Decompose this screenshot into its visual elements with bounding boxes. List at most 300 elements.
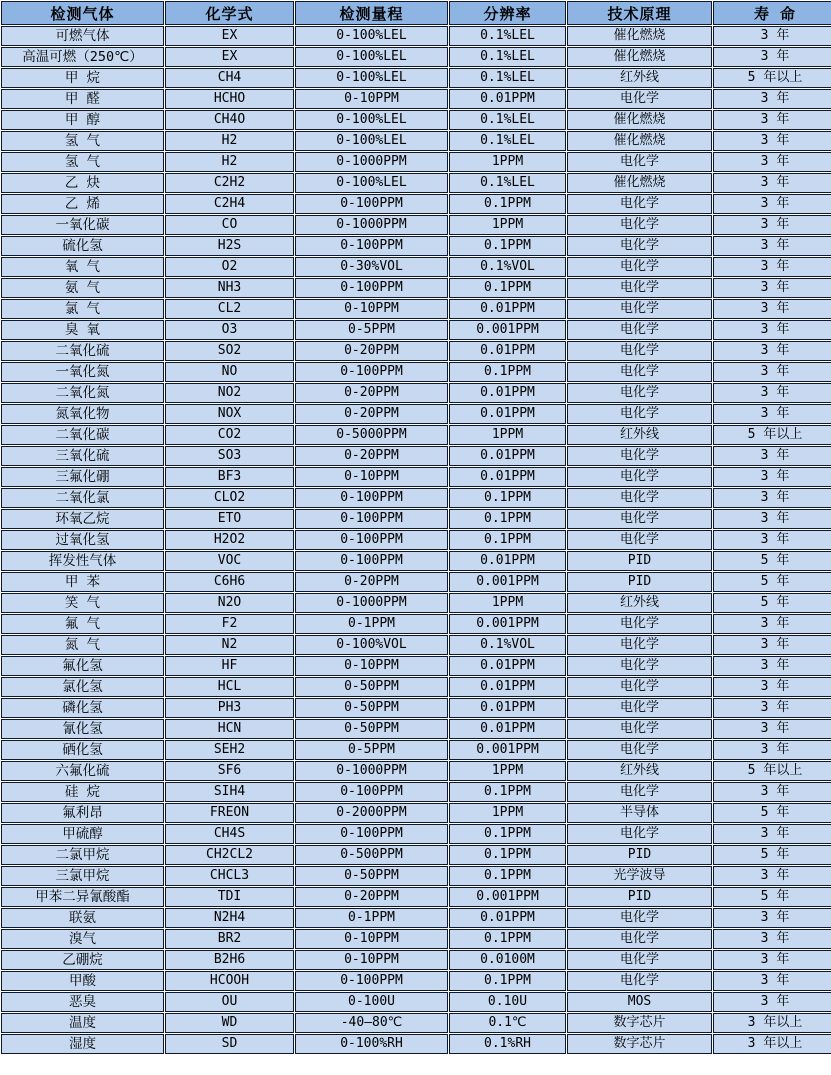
cell-formula: SEH2 xyxy=(165,740,294,760)
cell-formula: C2H2 xyxy=(165,173,294,193)
cell-principle: 电化学 xyxy=(567,740,712,760)
cell-lifespan: 3 年 xyxy=(713,824,831,844)
cell-principle: 红外线 xyxy=(567,593,712,613)
cell-lifespan: 3 年 xyxy=(713,656,831,676)
cell-principle: 电化学 xyxy=(567,467,712,487)
cell-formula: CH4S xyxy=(165,824,294,844)
cell-resolution: 0.001PPM xyxy=(449,320,566,340)
cell-principle: 红外线 xyxy=(567,425,712,445)
cell-formula: CO xyxy=(165,215,294,235)
cell-resolution: 0.01PPM xyxy=(449,383,566,403)
cell-resolution: 0.001PPM xyxy=(449,572,566,592)
cell-formula: CO2 xyxy=(165,425,294,445)
cell-gas-name: 环氧乙烷 xyxy=(1,509,164,529)
table-row xyxy=(1,1013,831,1033)
cell-gas-name: 二氧化硫 xyxy=(1,341,164,361)
table-row xyxy=(1,68,831,88)
cell-principle: 电化学 xyxy=(567,215,712,235)
table-row xyxy=(1,572,831,592)
cell-resolution: 0.1%VOL xyxy=(449,257,566,277)
table-row xyxy=(1,929,831,949)
cell-gas-name: 磷化氢 xyxy=(1,698,164,718)
cell-lifespan: 5 年 xyxy=(713,803,831,823)
cell-lifespan: 3 年 xyxy=(713,614,831,634)
cell-lifespan: 3 年 xyxy=(713,320,831,340)
table-row xyxy=(1,992,831,1012)
cell-lifespan: 3 年 xyxy=(713,215,831,235)
cell-resolution: 0.1PPM xyxy=(449,971,566,991)
cell-gas-name: 一氧化碳 xyxy=(1,215,164,235)
cell-formula: CL2 xyxy=(165,299,294,319)
cell-lifespan: 3 年 xyxy=(713,635,831,655)
cell-formula: NH3 xyxy=(165,278,294,298)
table-row xyxy=(1,1034,831,1054)
table-row xyxy=(1,299,831,319)
cell-resolution: 0.001PPM xyxy=(449,740,566,760)
cell-principle: 电化学 xyxy=(567,698,712,718)
cell-lifespan: 5 年以上 xyxy=(713,425,831,445)
cell-principle: 电化学 xyxy=(567,614,712,634)
cell-resolution: 0.1%LEL xyxy=(449,68,566,88)
cell-lifespan: 3 年 xyxy=(713,740,831,760)
cell-resolution: 0.01PPM xyxy=(449,677,566,697)
cell-resolution: 0.01PPM xyxy=(449,719,566,739)
cell-resolution: 0.1PPM xyxy=(449,194,566,214)
cell-resolution: 0.1PPM xyxy=(449,929,566,949)
cell-formula: CH4O xyxy=(165,110,294,130)
cell-formula: FREON xyxy=(165,803,294,823)
cell-gas-name: 硒化氢 xyxy=(1,740,164,760)
cell-range: 0-100U xyxy=(295,992,448,1012)
cell-formula: HCHO xyxy=(165,89,294,109)
cell-formula: NO xyxy=(165,362,294,382)
cell-principle: 电化学 xyxy=(567,656,712,676)
cell-lifespan: 3 年 xyxy=(713,152,831,172)
column-header-principle: 技术原理 xyxy=(567,1,712,25)
cell-formula: CHCL3 xyxy=(165,866,294,886)
table-row xyxy=(1,509,831,529)
cell-formula: EX xyxy=(165,26,294,46)
cell-range: 0-1000PPM xyxy=(295,152,448,172)
cell-lifespan: 5 年 xyxy=(713,845,831,865)
cell-lifespan: 3 年 xyxy=(713,131,831,151)
column-header-gas: 检测气体 xyxy=(1,1,164,25)
cell-principle: 电化学 xyxy=(567,278,712,298)
cell-resolution: 0.001PPM xyxy=(449,614,566,634)
cell-principle: 光学波导 xyxy=(567,866,712,886)
cell-range: 0-50PPM xyxy=(295,698,448,718)
table-row xyxy=(1,236,831,256)
cell-gas-name: 氮氧化物 xyxy=(1,404,164,424)
cell-range: 0-20PPM xyxy=(295,383,448,403)
cell-gas-name: 氟利昂 xyxy=(1,803,164,823)
cell-gas-name: 甲 醛 xyxy=(1,89,164,109)
table-row xyxy=(1,47,831,67)
cell-principle: 数字芯片 xyxy=(567,1013,712,1033)
cell-lifespan: 3 年 xyxy=(713,908,831,928)
cell-gas-name: 恶臭 xyxy=(1,992,164,1012)
column-header-resolution: 分辨率 xyxy=(449,1,566,25)
cell-resolution: 0.1%VOL xyxy=(449,635,566,655)
cell-principle: 催化燃烧 xyxy=(567,26,712,46)
cell-range: 0-1PPM xyxy=(295,614,448,634)
cell-lifespan: 3 年 xyxy=(713,341,831,361)
cell-lifespan: 3 年 xyxy=(713,47,831,67)
cell-formula: O3 xyxy=(165,320,294,340)
table-row xyxy=(1,341,831,361)
cell-gas-name: 湿度 xyxy=(1,1034,164,1054)
cell-gas-name: 笑 气 xyxy=(1,593,164,613)
cell-gas-name: 甲 苯 xyxy=(1,572,164,592)
cell-formula: HCN xyxy=(165,719,294,739)
table-row xyxy=(1,446,831,466)
column-header-lifespan: 寿 命 xyxy=(713,1,831,25)
cell-formula: CLO2 xyxy=(165,488,294,508)
cell-range: 0-50PPM xyxy=(295,866,448,886)
cell-gas-name: 二氯甲烷 xyxy=(1,845,164,865)
cell-lifespan: 3 年 xyxy=(713,467,831,487)
cell-lifespan: 3 年 xyxy=(713,278,831,298)
cell-lifespan: 3 年 xyxy=(713,257,831,277)
cell-principle: PID xyxy=(567,887,712,907)
cell-formula: WD xyxy=(165,1013,294,1033)
cell-formula: CH2CL2 xyxy=(165,845,294,865)
cell-principle: 电化学 xyxy=(567,299,712,319)
cell-lifespan: 3 年 xyxy=(713,698,831,718)
cell-resolution: 0.01PPM xyxy=(449,404,566,424)
cell-formula: N2 xyxy=(165,635,294,655)
cell-gas-name: 二氧化氯 xyxy=(1,488,164,508)
cell-range: 0-2000PPM xyxy=(295,803,448,823)
table-row xyxy=(1,719,831,739)
cell-gas-name: 甲苯二异氰酸酯 xyxy=(1,887,164,907)
cell-principle: 电化学 xyxy=(567,362,712,382)
table-row xyxy=(1,656,831,676)
cell-range: 0-100PPM xyxy=(295,551,448,571)
cell-resolution: 0.1PPM xyxy=(449,362,566,382)
cell-gas-name: 乙 炔 xyxy=(1,173,164,193)
cell-gas-name: 二氧化碳 xyxy=(1,425,164,445)
cell-lifespan: 3 年 xyxy=(713,173,831,193)
cell-range: 0-100%LEL xyxy=(295,110,448,130)
cell-formula: OU xyxy=(165,992,294,1012)
table-row xyxy=(1,908,831,928)
cell-formula: HF xyxy=(165,656,294,676)
cell-resolution: 1PPM xyxy=(449,152,566,172)
cell-lifespan: 3 年 xyxy=(713,362,831,382)
table-row xyxy=(1,215,831,235)
cell-principle: 催化燃烧 xyxy=(567,173,712,193)
cell-range: 0-100PPM xyxy=(295,782,448,802)
cell-formula: SIH4 xyxy=(165,782,294,802)
cell-gas-name: 三氟化硼 xyxy=(1,467,164,487)
cell-formula: SO2 xyxy=(165,341,294,361)
cell-resolution: 0.1PPM xyxy=(449,845,566,865)
cell-range: 0-100PPM xyxy=(295,488,448,508)
cell-range: 0-5PPM xyxy=(295,320,448,340)
cell-principle: 电化学 xyxy=(567,677,712,697)
cell-lifespan: 3 年 xyxy=(713,530,831,550)
cell-principle: 电化学 xyxy=(567,236,712,256)
cell-lifespan: 5 年 xyxy=(713,887,831,907)
cell-principle: 电化学 xyxy=(567,509,712,529)
table-row xyxy=(1,803,831,823)
cell-resolution: 0.1PPM xyxy=(449,278,566,298)
cell-gas-name: 三氧化硫 xyxy=(1,446,164,466)
cell-formula: CH4 xyxy=(165,68,294,88)
cell-principle: 电化学 xyxy=(567,908,712,928)
table-row xyxy=(1,278,831,298)
cell-gas-name: 三氯甲烷 xyxy=(1,866,164,886)
cell-resolution: 0.1%LEL xyxy=(449,131,566,151)
table-row xyxy=(1,824,831,844)
cell-formula: HCL xyxy=(165,677,294,697)
table-row xyxy=(1,467,831,487)
cell-formula: SF6 xyxy=(165,761,294,781)
table-row xyxy=(1,887,831,907)
cell-range: 0-100PPM xyxy=(295,194,448,214)
cell-formula: F2 xyxy=(165,614,294,634)
table-row xyxy=(1,782,831,802)
cell-principle: 电化学 xyxy=(567,488,712,508)
cell-range: 0-10PPM xyxy=(295,950,448,970)
cell-resolution: 1PPM xyxy=(449,593,566,613)
cell-formula: PH3 xyxy=(165,698,294,718)
cell-resolution: 0.1℃ xyxy=(449,1013,566,1033)
cell-formula: C2H4 xyxy=(165,194,294,214)
cell-formula: TDI xyxy=(165,887,294,907)
table-row xyxy=(1,383,831,403)
table-row xyxy=(1,635,831,655)
cell-resolution: 0.01PPM xyxy=(449,551,566,571)
cell-range: 0-5PPM xyxy=(295,740,448,760)
cell-range: 0-100%VOL xyxy=(295,635,448,655)
cell-lifespan: 3 年 xyxy=(713,488,831,508)
cell-resolution: 0.1%LEL xyxy=(449,173,566,193)
cell-formula: N2H4 xyxy=(165,908,294,928)
cell-principle: 数字芯片 xyxy=(567,1034,712,1054)
cell-principle: 电化学 xyxy=(567,929,712,949)
cell-principle: 电化学 xyxy=(567,341,712,361)
cell-principle: 半导体 xyxy=(567,803,712,823)
cell-resolution: 0.1PPM xyxy=(449,866,566,886)
table-row xyxy=(1,845,831,865)
cell-gas-name: 硅 烷 xyxy=(1,782,164,802)
cell-principle: 电化学 xyxy=(567,971,712,991)
cell-principle: PID xyxy=(567,572,712,592)
cell-gas-name: 高温可燃（250℃） xyxy=(1,47,164,67)
cell-principle: PID xyxy=(567,845,712,865)
cell-range: 0-1000PPM xyxy=(295,215,448,235)
cell-formula: B2H6 xyxy=(165,950,294,970)
cell-lifespan: 3 年 xyxy=(713,194,831,214)
table-body xyxy=(1,26,831,1054)
column-header-formula: 化学式 xyxy=(165,1,294,25)
table-row xyxy=(1,362,831,382)
cell-formula: ETO xyxy=(165,509,294,529)
table-row xyxy=(1,152,831,172)
table-row xyxy=(1,404,831,424)
cell-range: 0-100%LEL xyxy=(295,47,448,67)
cell-range: 0-20PPM xyxy=(295,341,448,361)
cell-resolution: 0.1%LEL xyxy=(449,110,566,130)
table-row xyxy=(1,257,831,277)
table-row xyxy=(1,530,831,550)
table-row xyxy=(1,320,831,340)
table-row xyxy=(1,866,831,886)
cell-range: 0-10PPM xyxy=(295,656,448,676)
cell-principle: 电化学 xyxy=(567,383,712,403)
cell-gas-name: 可燃气体 xyxy=(1,26,164,46)
cell-lifespan: 5 年 xyxy=(713,593,831,613)
cell-range: 0-100PPM xyxy=(295,530,448,550)
cell-resolution: 0.1PPM xyxy=(449,509,566,529)
cell-formula: HCOOH xyxy=(165,971,294,991)
cell-principle: 红外线 xyxy=(567,68,712,88)
cell-gas-name: 甲 烷 xyxy=(1,68,164,88)
cell-gas-name: 乙 烯 xyxy=(1,194,164,214)
cell-gas-name: 氰化氢 xyxy=(1,719,164,739)
cell-range: 0-100%LEL xyxy=(295,68,448,88)
table-row xyxy=(1,761,831,781)
cell-range: 0-20PPM xyxy=(295,446,448,466)
cell-range: 0-100PPM xyxy=(295,509,448,529)
cell-range: 0-1PPM xyxy=(295,908,448,928)
table-row xyxy=(1,971,831,991)
cell-formula: NOX xyxy=(165,404,294,424)
cell-principle: 电化学 xyxy=(567,950,712,970)
cell-resolution: 0.1PPM xyxy=(449,530,566,550)
cell-resolution: 0.1%RH xyxy=(449,1034,566,1054)
cell-gas-name: 氨 气 xyxy=(1,278,164,298)
cell-gas-name: 氯化氢 xyxy=(1,677,164,697)
table-row xyxy=(1,593,831,613)
cell-lifespan: 5 年 xyxy=(713,572,831,592)
cell-range: 0-20PPM xyxy=(295,572,448,592)
cell-formula: O2 xyxy=(165,257,294,277)
cell-formula: SO3 xyxy=(165,446,294,466)
cell-range: 0-100PPM xyxy=(295,824,448,844)
cell-gas-name: 硫化氢 xyxy=(1,236,164,256)
cell-formula: N2O xyxy=(165,593,294,613)
cell-principle: 电化学 xyxy=(567,719,712,739)
cell-resolution: 0.01PPM xyxy=(449,698,566,718)
cell-principle: PID xyxy=(567,551,712,571)
cell-resolution: 0.01PPM xyxy=(449,341,566,361)
cell-lifespan: 3 年 xyxy=(713,950,831,970)
cell-lifespan: 3 年 xyxy=(713,446,831,466)
cell-lifespan: 3 年 xyxy=(713,929,831,949)
cell-principle: 催化燃烧 xyxy=(567,47,712,67)
cell-range: 0-20PPM xyxy=(295,404,448,424)
cell-formula: H2 xyxy=(165,131,294,151)
cell-gas-name: 挥发性气体 xyxy=(1,551,164,571)
cell-formula: H2O2 xyxy=(165,530,294,550)
cell-principle: 催化燃烧 xyxy=(567,110,712,130)
cell-lifespan: 3 年 xyxy=(713,110,831,130)
cell-range: 0-500PPM xyxy=(295,845,448,865)
cell-range: 0-10PPM xyxy=(295,467,448,487)
cell-range: 0-100PPM xyxy=(295,362,448,382)
cell-resolution: 0.1PPM xyxy=(449,824,566,844)
cell-resolution: 0.01PPM xyxy=(449,656,566,676)
cell-gas-name: 甲 醇 xyxy=(1,110,164,130)
cell-resolution: 0.01PPM xyxy=(449,467,566,487)
cell-gas-name: 氟 气 xyxy=(1,614,164,634)
cell-range: 0-100PPM xyxy=(295,971,448,991)
cell-gas-name: 甲酸 xyxy=(1,971,164,991)
cell-principle: 催化燃烧 xyxy=(567,131,712,151)
cell-range: 0-100%LEL xyxy=(295,173,448,193)
cell-principle: 电化学 xyxy=(567,782,712,802)
cell-range: 0-1000PPM xyxy=(295,761,448,781)
table-row xyxy=(1,425,831,445)
cell-range: 0-1000PPM xyxy=(295,593,448,613)
cell-gas-name: 乙硼烷 xyxy=(1,950,164,970)
cell-range: 0-50PPM xyxy=(295,677,448,697)
cell-gas-name: 甲硫醇 xyxy=(1,824,164,844)
cell-principle: 电化学 xyxy=(567,446,712,466)
cell-range: 0-10PPM xyxy=(295,929,448,949)
cell-lifespan: 3 年 xyxy=(713,719,831,739)
cell-range: 0-20PPM xyxy=(295,887,448,907)
cell-principle: 电化学 xyxy=(567,152,712,172)
cell-range: 0-100%LEL xyxy=(295,26,448,46)
cell-lifespan: 3 年 xyxy=(713,509,831,529)
cell-lifespan: 3 年 xyxy=(713,89,831,109)
cell-range: 0-10PPM xyxy=(295,89,448,109)
cell-lifespan: 5 年 xyxy=(713,551,831,571)
table-row xyxy=(1,110,831,130)
cell-gas-name: 臭 氧 xyxy=(1,320,164,340)
table-row xyxy=(1,89,831,109)
cell-principle: 电化学 xyxy=(567,194,712,214)
cell-principle: 电化学 xyxy=(567,635,712,655)
cell-gas-name: 过氧化氢 xyxy=(1,530,164,550)
cell-resolution: 0.01PPM xyxy=(449,446,566,466)
cell-principle: 电化学 xyxy=(567,530,712,550)
cell-resolution: 0.1PPM xyxy=(449,488,566,508)
cell-principle: 电化学 xyxy=(567,89,712,109)
cell-lifespan: 3 年 xyxy=(713,26,831,46)
header-row xyxy=(1,1,831,25)
cell-lifespan: 3 年 xyxy=(713,299,831,319)
table-row xyxy=(1,677,831,697)
cell-resolution: 1PPM xyxy=(449,761,566,781)
cell-resolution: 1PPM xyxy=(449,215,566,235)
cell-range: 0-100PPM xyxy=(295,236,448,256)
cell-lifespan: 5 年以上 xyxy=(713,761,831,781)
table-row xyxy=(1,614,831,634)
cell-range: 0-100PPM xyxy=(295,278,448,298)
cell-lifespan: 3 年 xyxy=(713,782,831,802)
cell-gas-name: 一氧化氮 xyxy=(1,362,164,382)
cell-resolution: 0.01PPM xyxy=(449,908,566,928)
cell-range: -40—80℃ xyxy=(295,1013,448,1033)
cell-gas-name: 氯 气 xyxy=(1,299,164,319)
cell-gas-name: 氧 气 xyxy=(1,257,164,277)
cell-resolution: 0.1%LEL xyxy=(449,47,566,67)
cell-gas-name: 氟化氢 xyxy=(1,656,164,676)
cell-principle: 电化学 xyxy=(567,257,712,277)
cell-range: 0-100%LEL xyxy=(295,131,448,151)
cell-resolution: 0.10U xyxy=(449,992,566,1012)
cell-resolution: 1PPM xyxy=(449,425,566,445)
table-row xyxy=(1,194,831,214)
cell-resolution: 0.0100M xyxy=(449,950,566,970)
cell-lifespan: 3 年 xyxy=(713,404,831,424)
cell-formula: SD xyxy=(165,1034,294,1054)
